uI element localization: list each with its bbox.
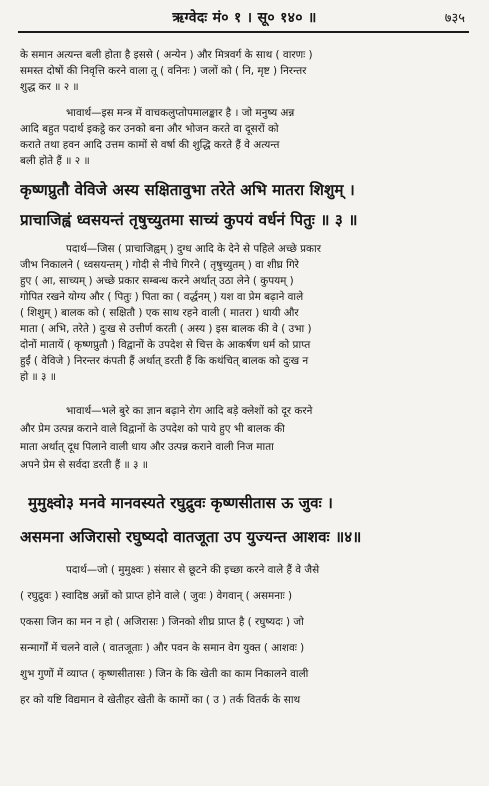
- text-line: शुद्ध कर ॥ २ ॥: [20, 81, 79, 93]
- bhavartha-line: और प्रेम उत्पन्न कराने वाले विद्वानों के उपदेश को पाये हुए भी बालक की: [20, 423, 285, 435]
- padartha-line: हुईं ( वेविजे ) निरन्तर कंपती हैं अर्थात् डरती हैं कि कथंचित् बालक को दुःख न: [20, 355, 309, 367]
- padartha-line: हर को यष्टि विद्यमान वे खेतीहर खेती के कामों का ( उ ) तर्क वितर्क के साथ: [20, 694, 301, 706]
- padartha-line: हुए ( आ, साच्यम् ) अच्छे प्रकार सम्बन्ध करने अर्थात् उठा लेने ( कुपयम् ): [20, 275, 294, 287]
- verse-line: प्राचाजिह्वं ध्वसयन्तं तृषुच्युतमा साच्यं कुपयं वर्धनं पितुः ॥ ३ ॥: [20, 211, 358, 229]
- padartha-line: दोनों मातायें ( कृष्णप्रुतौ ) विद्वानों के उपदेश से चित्त के आकर्षण धर्म को प्राप्त: [20, 339, 311, 351]
- bhavartha-line: कराते तथा हवन आदि उत्तम कामों से वर्षा की शुद्धि करते हैं वे अत्यन्त: [20, 139, 280, 151]
- padartha-line: ( शिशुम् ) बालक को ( सक्षितौ ) एक साथ रहने वाली ( मातरा ) धायी और: [20, 307, 299, 319]
- bhavartha-line: भावार्थ—इस मन्त्र में वाचकलुप्तोपमालङ्कार है । जो मनुष्य अन्न: [66, 107, 295, 119]
- padartha-line: ( रघुद्रुवः ) स्वादिष्ठ अन्नों को प्राप्त होने वाले ( जुवः ) वेगवान् ( असमनाः ): [20, 590, 293, 602]
- padartha-line: शुभ गुणों में व्याप्त ( कृष्णसीतासः ) जिन के कि खेती का काम निकालने वाली: [20, 668, 309, 680]
- header-rule: [18, 31, 469, 33]
- bhavartha-line: भावार्थ—भले बुरे का ज्ञान बढ़ाने रोग आदि बड़े क्लेशों को दूर करने: [66, 405, 313, 417]
- padartha-line: गोपित रखने योग्य और ( पितुः ) पिता का ( वर्द्धनम् ) यश वा प्रेम बढ़ाने वाले: [20, 291, 304, 303]
- running-title: ऋग्वेदः मं० १ । सू० १४० ॥: [172, 10, 317, 26]
- verse-line: कृष्णप्रुतौ वेविजे अस्य सक्षितावुभा तरेते अभि मातरा शिशुम् ।: [20, 181, 355, 199]
- padartha-line: माता ( अभि, तरेते ) दुःख से उत्तीर्ण करती ( अस्य ) इस बालक की वे ( उभा ): [20, 323, 312, 335]
- padartha-line: जीभ निकालने ( ध्वसयन्तम् ) गोदी से नीचे गिरने ( तृषुच्युतम् ) वा शीघ्र गिरे: [20, 259, 299, 271]
- padartha-line: पदार्थ—जो ( मुमुक्ष्वः ) संसार से छूटने की इच्छा करने वाले हैं वे जैसे: [66, 564, 320, 576]
- verse-line: असमना अजिरासो रघुष्यदो वातजूता उप युज्यन्त आशवः ॥४॥: [20, 528, 362, 546]
- bhavartha-line: अपने प्रेम से सर्वदा डरती हैं ॥ ३ ॥: [20, 459, 148, 471]
- verse-line: मुमुक्ष्वो३ मनवे मानवस्यते रघुद्रुवः कृष्णसीतास ऊ जुवः ।: [28, 494, 333, 512]
- bhavartha-line: बली होते हैं ॥ २ ॥: [20, 155, 90, 167]
- text-line: के समान अत्यन्त बली होता है इससे ( अन्येन ) और मित्रवर्ग के साथ ( वारणः ): [20, 49, 313, 61]
- padartha-line: हो ॥ ३ ॥: [20, 371, 56, 383]
- bhavartha-line: आदि बहुत पदार्थ इकट्ठे कर उनको बना और भोजन करते वा दूसरों को: [20, 123, 279, 135]
- page-number: ७३५: [444, 11, 465, 26]
- text-line: समस्त दोषों की निवृत्ति करने वाला तू ( वनिनः ) जलों को ( नि, मृष्ट ) निरन्तर: [20, 65, 307, 77]
- padartha-line: सन्मार्गों में चलने वाले ( वातजूताः ) और पवन के समान वेग युक्त ( आशवः ): [20, 642, 305, 654]
- bhavartha-line: माता अर्थात् दूध पिलाने वाली धाय और उत्पन्न कराने वाली निज माता: [20, 441, 274, 453]
- padartha-line: एकसा जिन का मन न हो ( अजिरासः ) जिनको शीघ्र प्राप्त है ( रघुष्यदः ) जो: [20, 616, 304, 628]
- page-header: [0, 6, 489, 32]
- padartha-line: पदार्थ—जिस ( प्राचाजिह्वम् ) दुग्ध आदि के देने से पहिले अच्छे प्रकार: [66, 243, 321, 255]
